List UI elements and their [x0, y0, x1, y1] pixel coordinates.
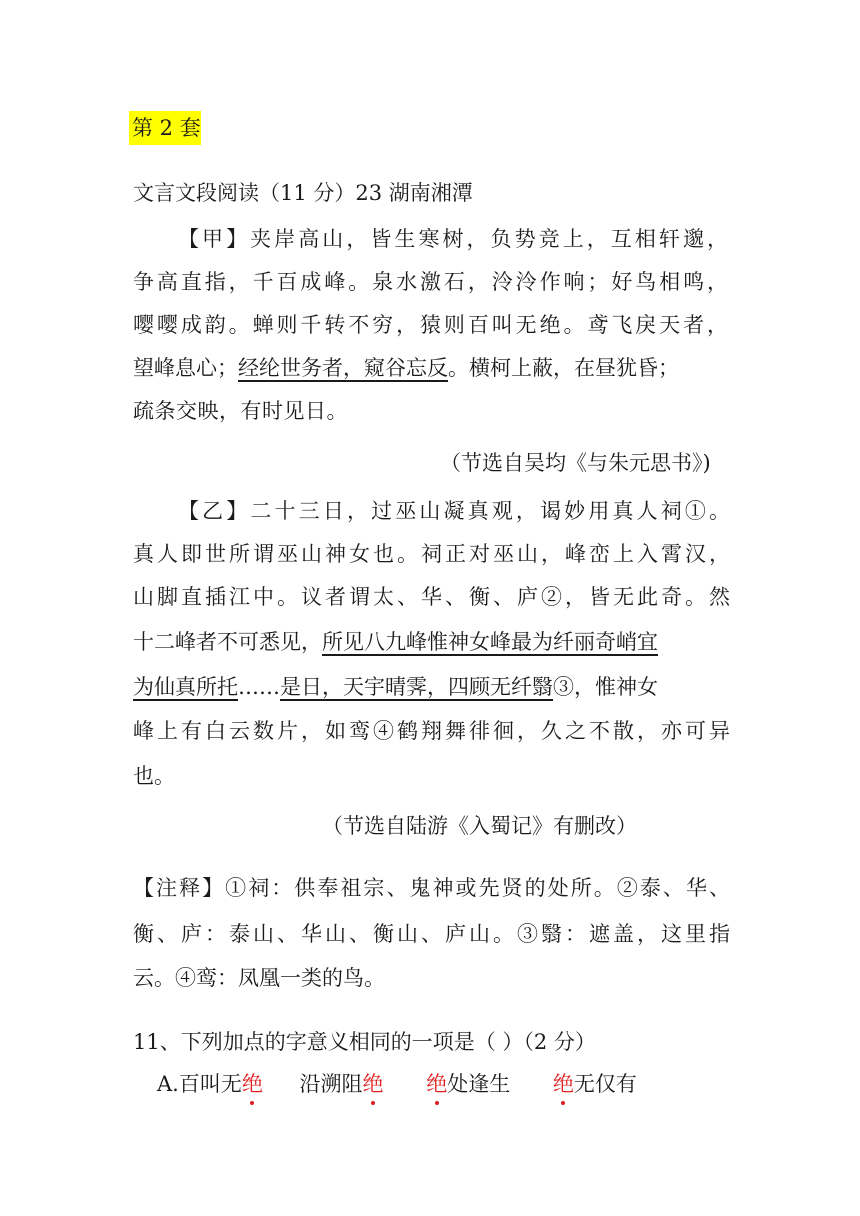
passage-b-line-7: 也。: [133, 764, 175, 788]
option-a-label: A.: [157, 1072, 179, 1096]
dotted-character: 绝: [552, 1072, 574, 1096]
underlined-sentence-c: 是日，天宇晴霁，四顾无纤翳: [280, 675, 553, 699]
passage-b-line-3: 山脚直插江中。议者谓太、华、衡、庐②，皆无此奇。然: [133, 585, 730, 609]
passage-b-line-5: [133, 672, 658, 702]
dotted-character: 绝: [426, 1072, 448, 1096]
passage-b-line-2: 真人即世所谓巫山神女也。祠正对巫山，峰峦上入霄汉，: [133, 542, 730, 566]
option-a: [157, 1069, 637, 1099]
underlined-sentence-a: 经纶世务者，窥谷忘反: [238, 356, 448, 380]
passage-b-line-4: [133, 627, 658, 657]
notes-line-3: 云。④鸾：凤凰一类的鸟。: [133, 966, 385, 990]
notes-line-1: 【注释】①祠：供奉祖宗、鬼神或先贤的处所。②泰、华、: [133, 876, 730, 900]
passage-a-line-3: 嘤嘤成韵。蝉则千转不穷，猿则百叫无绝。鸢飞戾天者，: [133, 313, 728, 337]
passage-a-line-5: 疏条交映，有时见日。: [133, 399, 348, 423]
passage-a-line-1: 【甲】夹岸高山，皆生寒树，负势竞上，互相轩邈，: [178, 227, 728, 251]
passage-b-line-5-part-4: ③，惟神女: [553, 675, 658, 699]
set-heading: 第 2 套: [129, 111, 201, 145]
passage-a-line-4: [133, 353, 679, 383]
dotted-character: 绝: [362, 1072, 384, 1096]
option-a-item-4: 绝无仅有: [552, 1072, 637, 1096]
dotted-character: 绝: [241, 1072, 263, 1096]
option-a-item-1: 百叫无绝: [178, 1072, 263, 1096]
underlined-sentence-b-part-1: 所见八九峰惟神女峰最为纤丽奇峭宜: [322, 630, 658, 654]
question-stem: 11、下列加点的字意义相同的一项是（ ）（2 分）: [133, 1030, 596, 1054]
ellipsis: ……: [238, 675, 280, 699]
passage-a-line-4-part-1: 望峰息心；: [133, 356, 238, 380]
section-title: 文言文段阅读（11 分）23 湖南湘潭: [133, 181, 473, 205]
notes-line-2: 衡、庐：泰山、华山、衡山、庐山。③翳：遮盖，这里指: [133, 922, 730, 946]
option-a-item-2: 沿溯阻绝: [299, 1072, 384, 1096]
passage-b-line-4-part-1: 十二峰者不可悉见，: [133, 630, 322, 654]
underlined-sentence-b-part-2: 为仙真所托: [133, 675, 238, 699]
passage-a-line-2: 争高直指，千百成峰。泉水激石，泠泠作响；好鸟相鸣，: [133, 270, 728, 294]
passage-a-line-4-part-3: 。横柯上蔽，在昼犹昏；: [448, 356, 679, 380]
passage-b-source: （节选自陆游《入蜀记》有删改）: [322, 814, 637, 838]
passage-b-line-6: 峰上有白云数片，如鸾④鹤翔舞徘徊，久之不散，亦可异: [133, 719, 730, 743]
passage-b-line-1: 【乙】二十三日，过巫山凝真观，谒妙用真人祠①。: [178, 499, 730, 523]
passage-a-source: （节选自吴均《与朱元思书》): [440, 451, 711, 475]
option-a-item-3: 绝处逢生: [426, 1072, 511, 1096]
